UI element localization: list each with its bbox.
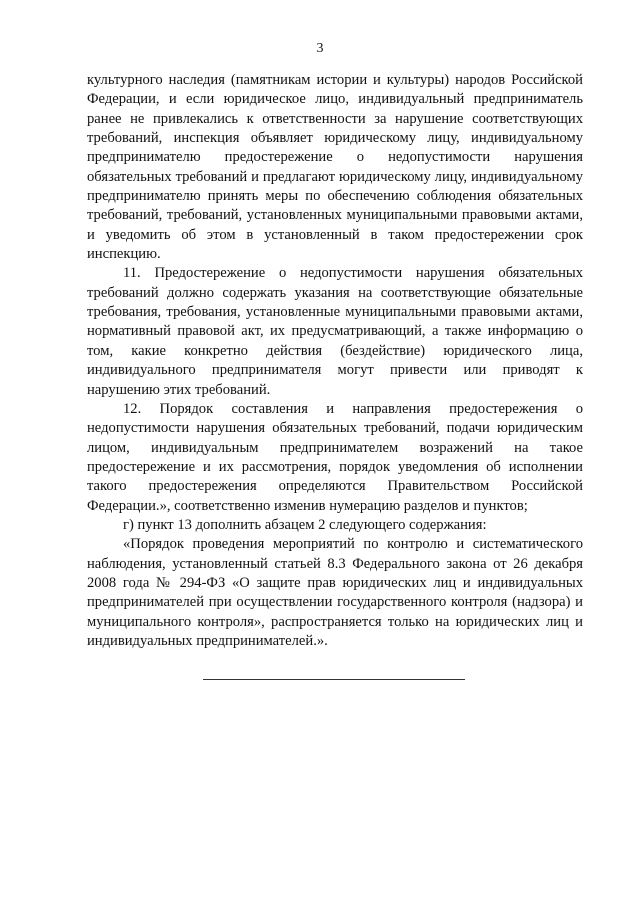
paragraph-quote: «Порядок проведения мероприятий по контролю и систематического наблюдения, установленный статьей 8.3 Федерального закона от 26 декабря 2008 года № 294-ФЗ «О защите прав юридических лиц и индивидуальных предпринимателей при осуществлении государственного контроля (надзора) и муниципального контроля», распространяется только на юридических лиц и индивидуальных предпринимателей.».	[87, 536, 583, 649]
document-body	[87, 71, 583, 651]
paragraph-item-g: г) пункт 13 дополнить абзацем 2 следующего содержания:	[123, 516, 487, 533]
paragraph-item-12: 12. Порядок составления и направления предостережения о недопустимости нарушения обязательных требований, подачи юридическим лицом, индивидуальным предпринимателем возражений на такое предостережение и их рассмотрения, порядок уведомления об исполнении такого предостережения определяются Правительством Российской Федерации.», соответственно изменив нумерацию разделов и пунктов;	[87, 400, 583, 514]
page-number: 3	[316, 41, 324, 56]
end-divider-line	[203, 679, 465, 680]
paragraph-continuation: культурного наследия (памятникам истории и культуры) народов Российской Федерации, и если юридическое лицо, индивидуальный предприниматель ранее не привлекались к ответственности за нарушение соответствующих требований, инспекция объявляет юридическому лицу, индивидуальному предпринимателю предостережение о недопустимости нарушения обязательных требований и предлагают юридическому лицу, индивидуальному предпринимателю принять меры по обеспечению соблюдения обязательных требований, требований, установленных муниципальными правовыми актами, и уведомить об этом в установленный в таком предостережении срок инспекцию.	[87, 72, 583, 263]
paragraph-item-11: 11. Предостережение о недопустимости нарушения обязательных требований должно содержать указания на соответствующие обязательные требования, требования, установленные муниципальными правовыми актами, нормативный правовой акт, их предусматривающий, а также информацию о том, какие конкретно действия (бездействие) юридического лица, индивидуального предпринимателя могут привести или приводят к нарушению этих требований.	[87, 265, 583, 398]
